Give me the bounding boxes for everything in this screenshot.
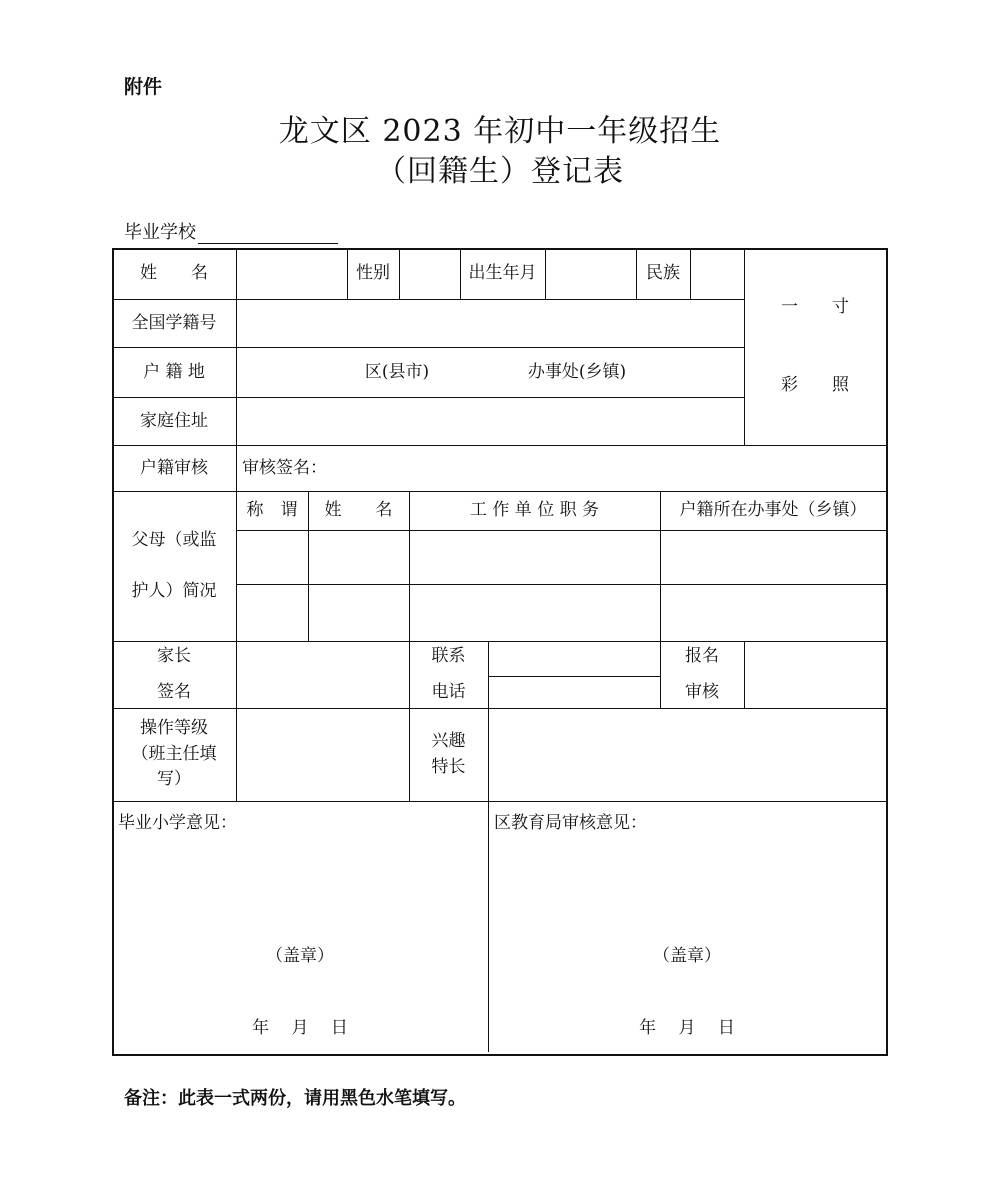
phone-line1: 联系 [431,646,466,666]
primary-seal: （盖章） [266,945,334,966]
hobby-label [409,708,488,801]
graduated-school-blank[interactable] [198,223,338,244]
col-name-header: 姓 名 [324,500,393,520]
phone-label [409,641,488,708]
parent-sign-line2: 签名 [157,681,191,702]
grade-line2: （班主任填 [131,743,217,764]
grade-line1: 操作等级 [140,718,208,739]
phone-input-1[interactable] [488,641,660,676]
signup-line2: 审核 [685,681,719,702]
form-title: 龙文区 2023 年初中一年级招生 [278,114,722,149]
photo-label-line1: 一 寸 [781,297,849,317]
student-id-input[interactable] [236,299,744,347]
review-sign-label: 审核签名： [242,457,327,478]
parent-sign-line1: 家长 [157,646,191,666]
gender-input[interactable] [399,248,460,299]
gender-label: 性别 [356,263,390,283]
student-id-label: 全国学籍号 [131,312,217,333]
address-input[interactable] [236,397,744,445]
hobby-input[interactable] [488,708,886,801]
col-work-header: 工 作 单 位 职 务 [469,500,600,520]
primary-date: 年 月 日 [252,1017,348,1038]
name-input[interactable] [236,248,347,299]
row-line [236,584,886,585]
signup-review-label [660,641,744,708]
birth-input[interactable] [545,248,636,299]
parents-label-line2: 护人）简况 [131,581,217,601]
primary-opinion-label: 毕业小学意见： [118,813,237,833]
col-office-header: 户籍所在办事处（乡镇） [679,500,867,520]
subdistrict-label: 办事处(乡镇) [527,361,627,382]
hobby-line1: 兴趣 [431,731,466,751]
grade-line3: 写） [157,769,191,790]
household-label: 户 籍 地 [143,361,205,382]
phone-line2: 电话 [431,681,466,702]
bureau-date: 年 月 日 [639,1017,735,1038]
attachment-label: 附件 [124,76,163,98]
parent-sign-label [112,641,236,708]
address-label: 家庭住址 [140,410,208,431]
photo-label-line2: 彩 照 [781,374,849,395]
name-label: 姓 名 [140,263,208,283]
phone-input-2[interactable] [488,676,660,708]
bureau-opinion-label: 区教育局审核意见： [494,813,647,833]
grade-input[interactable] [236,708,409,801]
col-relation-header: 称 谓 [246,500,298,520]
parents-label [112,491,236,641]
registration-table [112,248,888,1056]
footer-note: 备注：此表一式两份，请用黑色水笔填写。 [124,1088,466,1109]
household-review-label: 户籍审核 [140,457,208,478]
row-line [236,530,886,531]
grade-label [112,708,236,801]
parent-sign-input[interactable] [236,641,409,708]
form-subtitle: （回籍生）登记表 [376,154,624,189]
district-label: 区(县市) [364,361,430,382]
parents-label-line1: 父母（或监 [131,529,217,550]
bureau-seal: （盖章） [653,945,721,966]
photo-area[interactable] [744,248,886,445]
birth-label: 出生年月 [468,263,537,283]
signup-review-input[interactable] [744,641,886,708]
graduated-school-label: 毕业学校 [124,222,196,243]
hobby-line2: 特长 [431,756,466,777]
ethnicity-label: 民族 [646,263,680,283]
signup-line1: 报名 [685,646,719,666]
graduated-school-field[interactable] [124,218,338,244]
ethnicity-input[interactable] [690,248,744,299]
